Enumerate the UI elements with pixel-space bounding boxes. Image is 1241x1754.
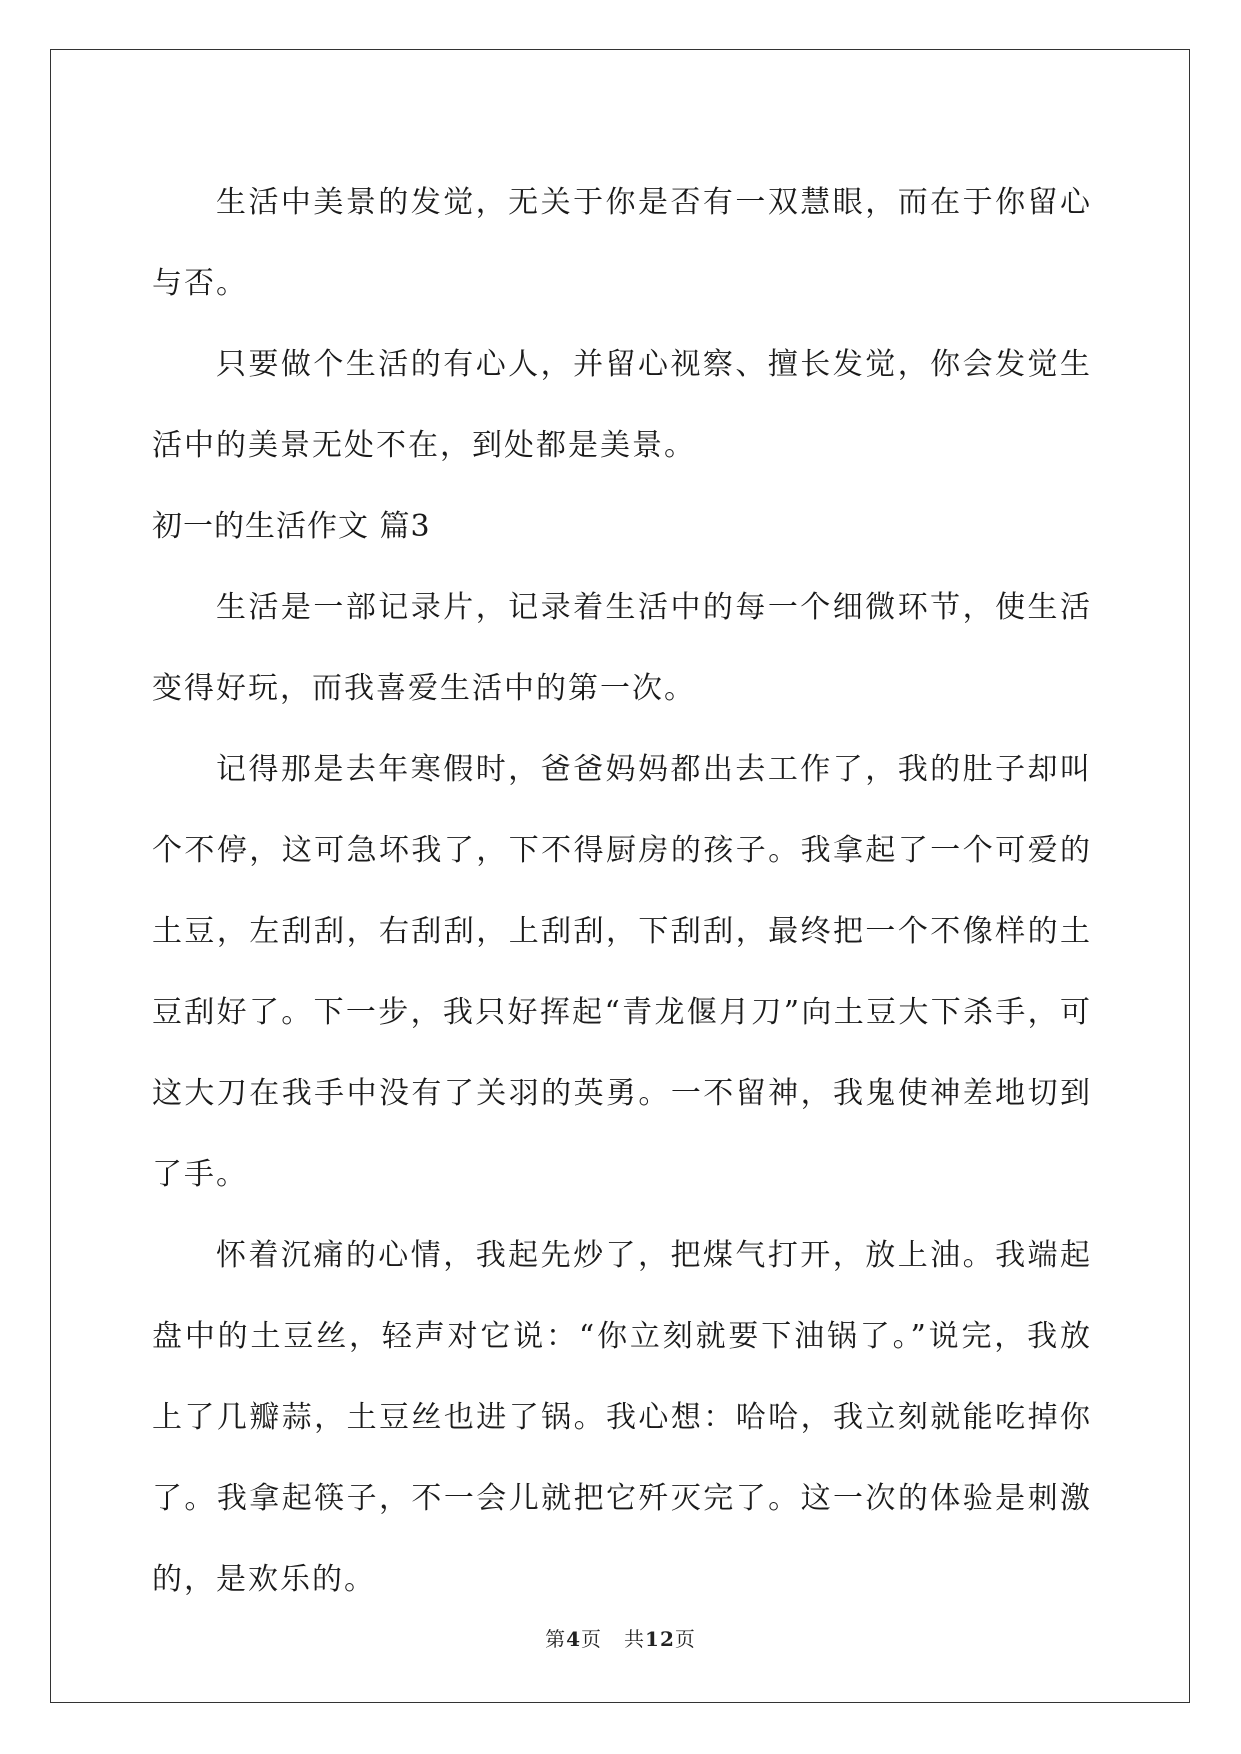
- paragraph: 生活中美景的发觉，无关于你是否有一双慧眼，而在于你留心与否。: [152, 185, 1092, 301]
- document-body: [152, 162, 1092, 1620]
- paragraph: 怀着沉痛的心情，我起先炒了，把煤气打开，放上油。我端起盘中的土豆丝，轻声对它说：“你立刻就要下油锅了。”说完，我放上了几瓣蒜，土豆丝也进了锅。我心想：哈哈，我立刻就能吃掉你了。我拿起筷子，不一会儿就把它歼灭完了。这一次的体验是刺激的，是欢乐的。: [152, 1238, 1092, 1597]
- page-footer: [0, 1623, 1241, 1652]
- total-suffix: 页: [674, 1627, 696, 1651]
- page-suffix: 页: [581, 1627, 603, 1651]
- section-heading: 初一的生活作文 篇3: [152, 509, 431, 544]
- paragraph: 生活是一部记录片，记录着生活中的每一个细微环节，使生活变得好玩，而我喜爱生活中的第一次。: [152, 590, 1092, 706]
- current-page-number: 4: [566, 1627, 582, 1651]
- page-prefix: 第: [545, 1627, 567, 1651]
- paragraph: 只要做个生活的有心人，并留心视察、擅长发觉，你会发觉生活中的美景无处不在，到处都是美景。: [152, 347, 1092, 463]
- total-page-number: 12: [645, 1627, 675, 1651]
- total-prefix: 共: [624, 1627, 646, 1651]
- paragraph: 记得那是去年寒假时，爸爸妈妈都出去工作了，我的肚子却叫个不停，这可急坏我了，下不得厨房的孩子。我拿起了一个可爱的土豆，左刮刮，右刮刮，上刮刮，下刮刮，最终把一个不像样的土豆刮好了。下一步，我只好挥起“青龙偃月刀”向土豆大下杀手，可这大刀在我手中没有了关羽的英勇。一不留神，我鬼使神差地切到了手。: [152, 752, 1092, 1192]
